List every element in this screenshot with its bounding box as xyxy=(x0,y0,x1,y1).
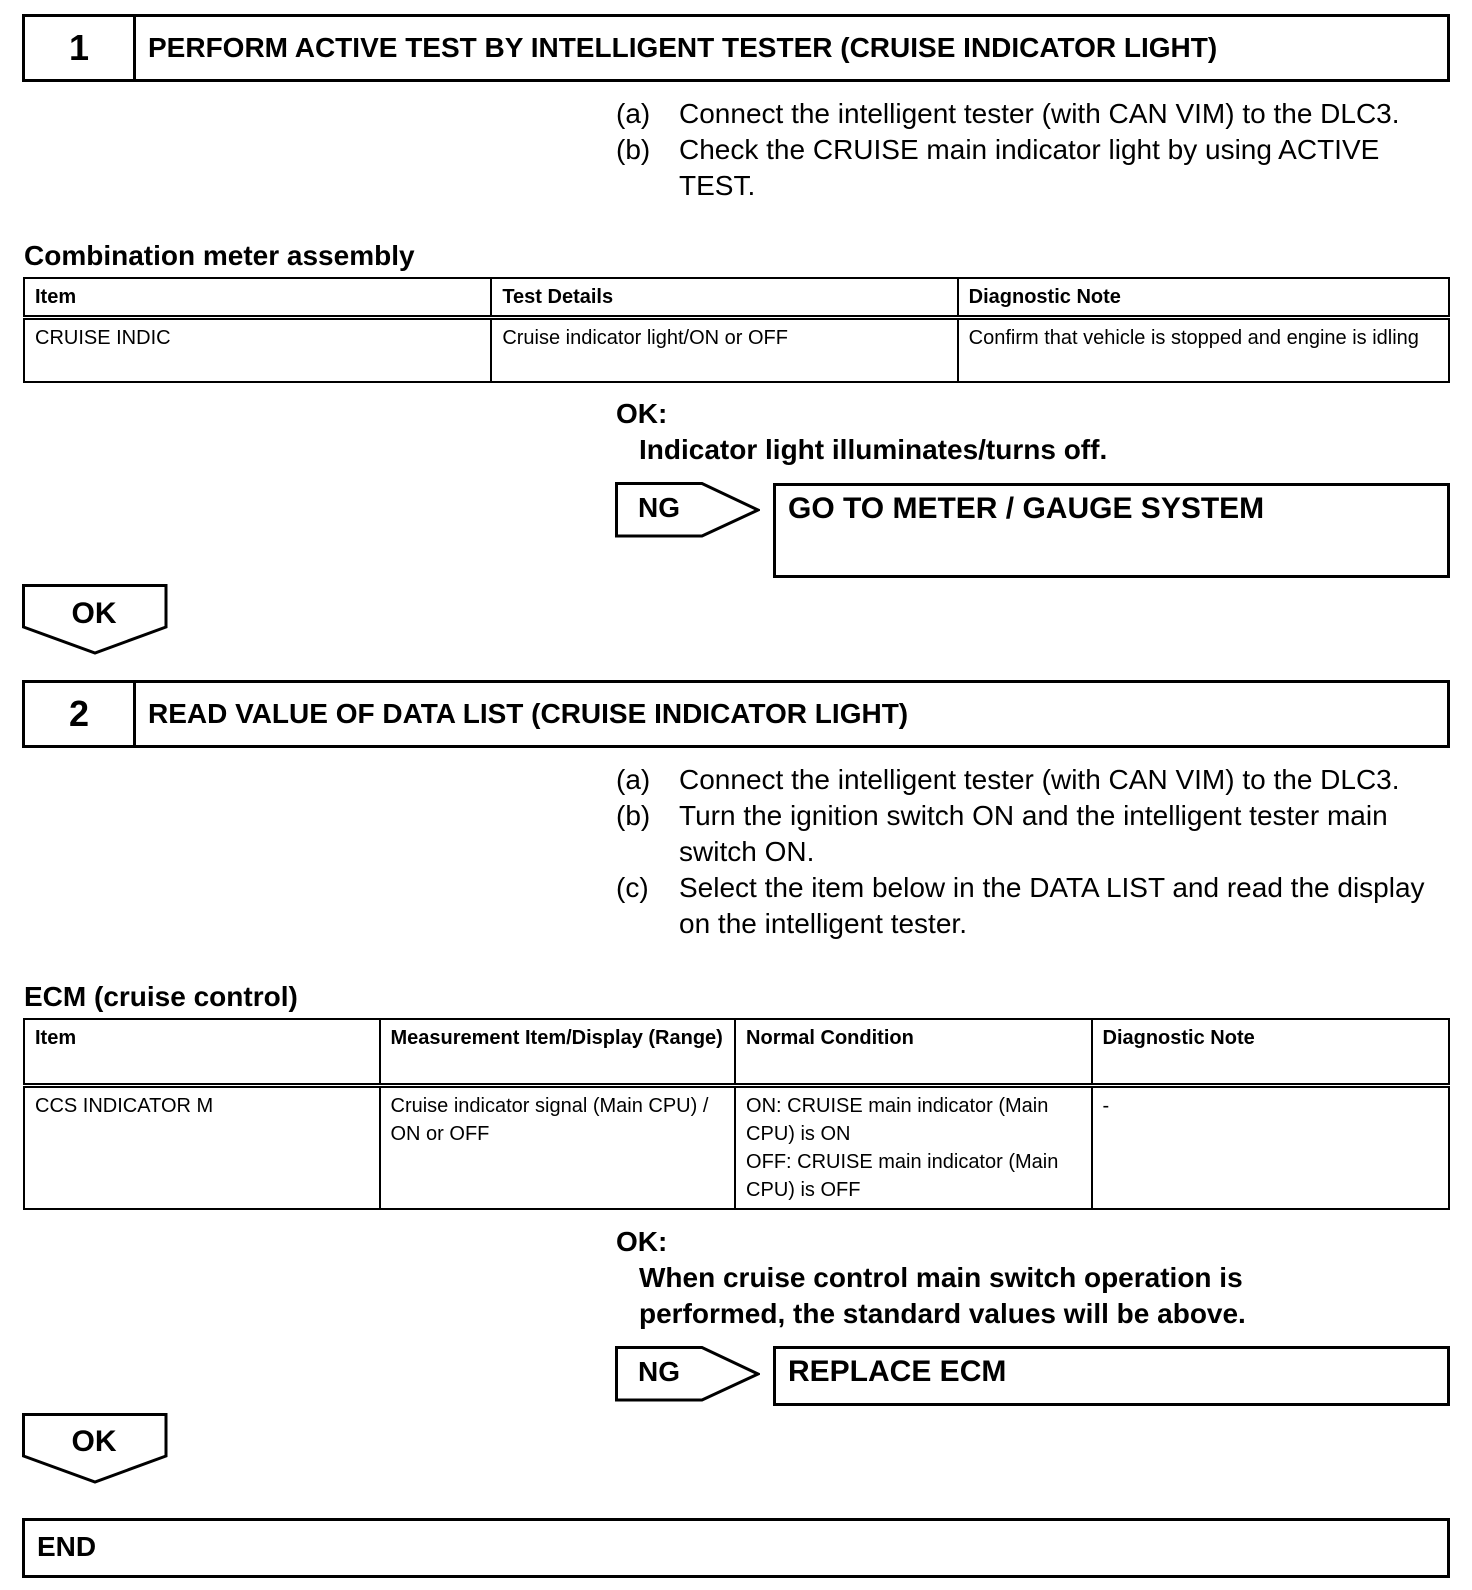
step-1-header xyxy=(22,14,1450,82)
column-header: Normal Condition xyxy=(735,1019,1091,1085)
step-2-number: 2 xyxy=(25,683,136,745)
table-cell: Confirm that vehicle is stopped and engine is idling xyxy=(958,318,1449,382)
table-cell: Cruise indicator light/ON or OFF xyxy=(491,318,957,382)
step-2-ng-label: NG xyxy=(638,1356,680,1387)
table-2-title: ECM (cruise control) xyxy=(24,981,298,1012)
instruction-text: Connect the intelligent tester (with CAN VIM) to the DLC3. xyxy=(679,764,1400,795)
normal-condition-on: ON: CRUISE main indicator (Main CPU) is ON xyxy=(746,1094,1049,1145)
instruction-letter: (c) xyxy=(616,872,649,903)
instruction-item xyxy=(616,132,1446,204)
column-header: Test Details xyxy=(491,278,957,318)
table-cell: CCS INDICATOR M xyxy=(24,1085,380,1209)
end-box: END xyxy=(22,1518,1450,1578)
column-header: Measurement Item/Display (Range) xyxy=(380,1019,736,1085)
instruction-letter: (b) xyxy=(616,800,651,831)
column-header: Diagnostic Note xyxy=(958,278,1449,318)
instruction-item xyxy=(616,798,1446,870)
table-cell xyxy=(735,1085,1091,1209)
step-1-ng-label: NG xyxy=(638,492,680,523)
instruction-text: Turn the ignition switch ON and the intelligent tester main switch ON. xyxy=(679,800,1388,867)
ng-arrow-icon xyxy=(615,1346,760,1404)
table-cell: Cruise indicator signal (Main CPU) / ON or OFF xyxy=(380,1085,736,1209)
table-cell: CRUISE INDIC xyxy=(24,318,491,382)
step-2-ok-text-line: performed, the standard values will be above. xyxy=(639,1298,1246,1329)
step-1-title: PERFORM ACTIVE TEST BY INTELLIGENT TESTER (CRUISE INDICATOR LIGHT) xyxy=(148,32,1218,63)
ecm-data-list-table xyxy=(23,1018,1450,1210)
column-header: Diagnostic Note xyxy=(1092,1019,1450,1085)
step-1-instructions xyxy=(616,96,1446,204)
normal-condition-off: OFF: CRUISE main indicator (Main CPU) is OFF xyxy=(746,1150,1059,1201)
table-row xyxy=(24,1085,1449,1209)
table-header-row xyxy=(24,1019,1449,1085)
instruction-text: Select the item below in the DATA LIST and read the display on the intelligent tester. xyxy=(679,872,1425,939)
instruction-item xyxy=(616,870,1446,942)
step-2-ok-text xyxy=(639,1260,1246,1332)
table-header-row xyxy=(24,278,1449,318)
combination-meter-table xyxy=(23,277,1450,383)
step-1-ok-arrow-label: OK xyxy=(71,597,117,630)
step-1-ok-text: Indicator light illuminates/turns off. xyxy=(639,434,1108,465)
step-1-ok-label: OK: xyxy=(616,398,668,429)
column-header: Item xyxy=(24,278,491,318)
instruction-item xyxy=(616,96,1446,132)
step-2-header xyxy=(22,680,1450,748)
instruction-text: Connect the intelligent tester (with CAN VIM) to the DLC3. xyxy=(679,98,1400,129)
step-1-number: 1 xyxy=(25,17,136,79)
step-2-title: READ VALUE OF DATA LIST (CRUISE INDICATOR LIGHT) xyxy=(148,698,909,729)
instruction-item xyxy=(616,762,1446,798)
instruction-text: Check the CRUISE main indicator light by using ACTIVE TEST. xyxy=(679,134,1380,201)
step-2-ok-label: OK: xyxy=(616,1226,668,1257)
ng-arrow-icon xyxy=(615,482,760,540)
instruction-letter: (a) xyxy=(616,98,651,129)
column-header: Item xyxy=(24,1019,380,1085)
step-2-ok-text-line: When cruise control main switch operation is xyxy=(639,1262,1243,1293)
instruction-letter: (a) xyxy=(616,764,651,795)
table-cell: - xyxy=(1092,1085,1450,1209)
instruction-letter: (b) xyxy=(616,134,651,165)
table-row xyxy=(24,318,1449,382)
step-2-ok-arrow-label: OK xyxy=(71,1425,117,1458)
step-2-ng-action: REPLACE ECM xyxy=(773,1346,1450,1406)
table-1-title: Combination meter assembly xyxy=(24,240,415,271)
step-2-instructions xyxy=(616,762,1446,942)
step-1-ng-action: GO TO METER / GAUGE SYSTEM xyxy=(773,483,1450,578)
